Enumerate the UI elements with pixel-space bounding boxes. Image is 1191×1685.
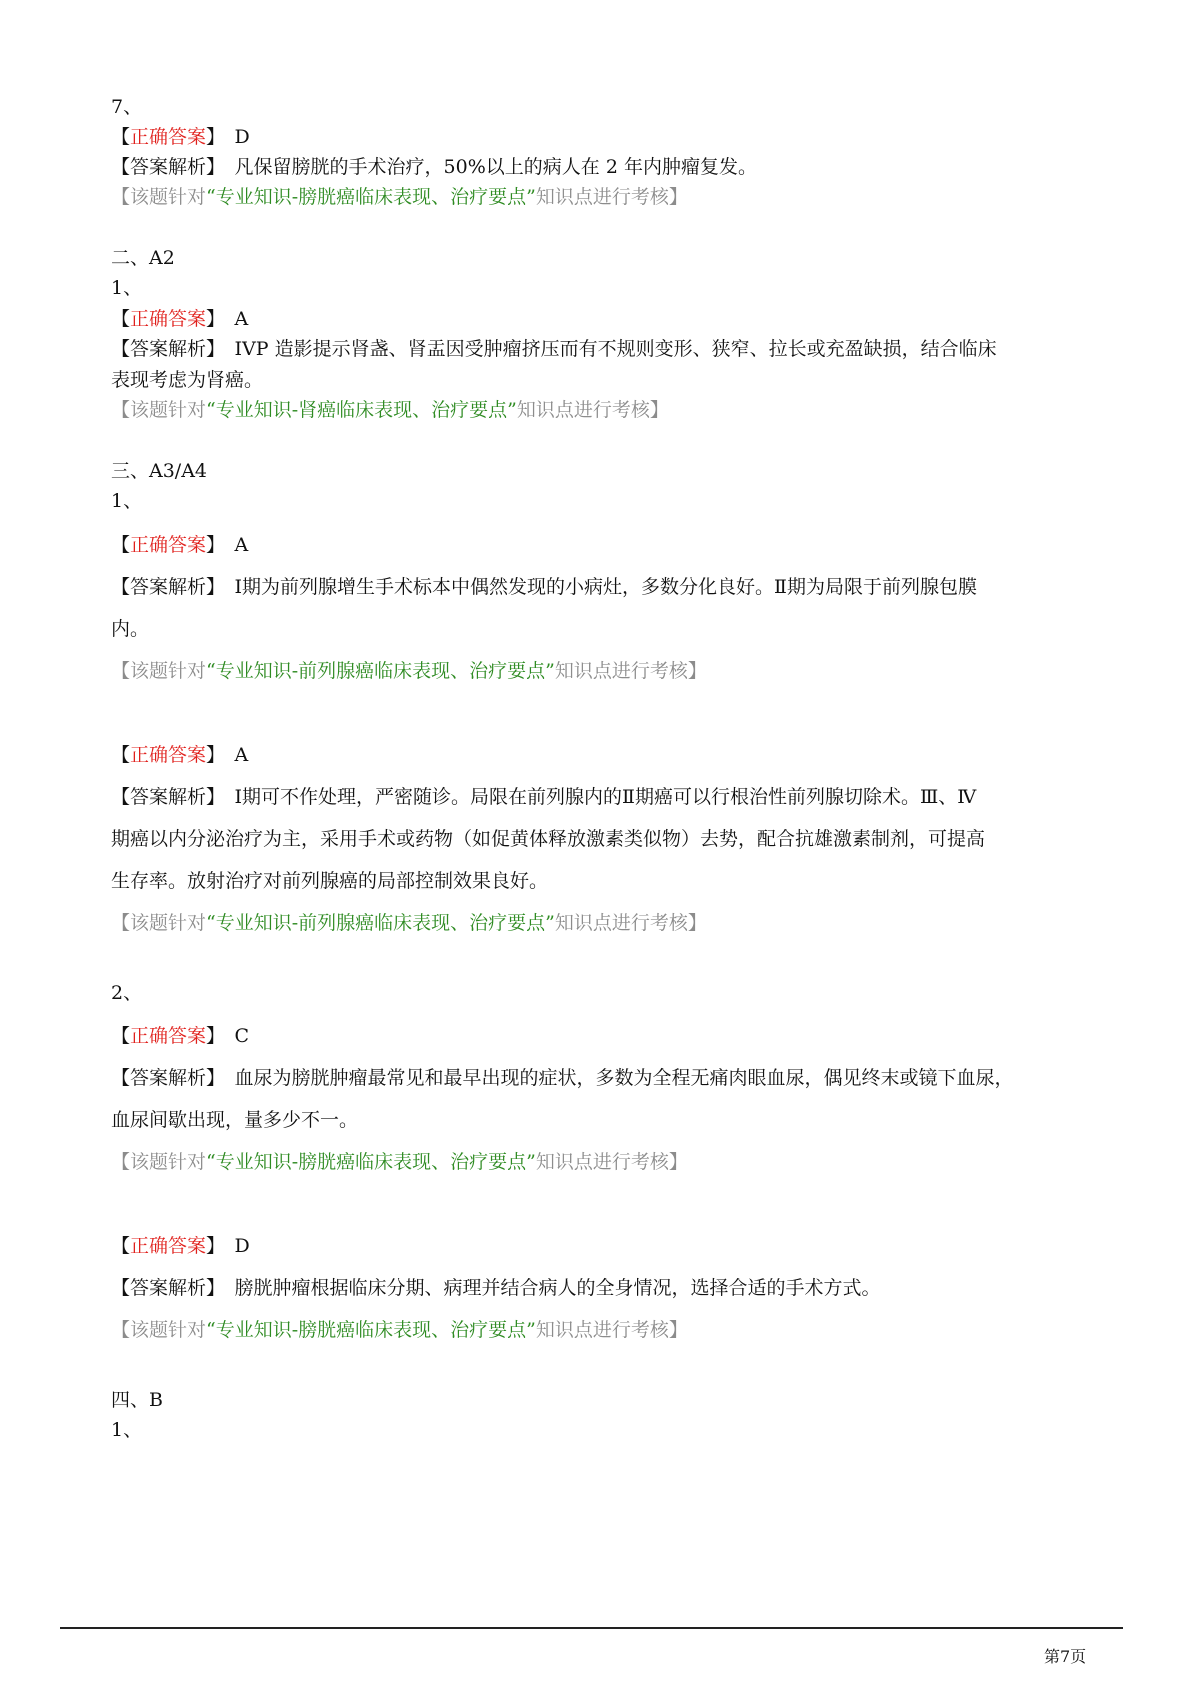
kp-prefix: 该题针对 bbox=[130, 1151, 207, 1173]
footer-rule bbox=[60, 1627, 1123, 1629]
answer-line: 【正确答案】 D bbox=[111, 1235, 250, 1257]
question-number: 1、 bbox=[111, 490, 143, 512]
knowledge-point: 【该题针对“专业知识-膀胱癌临床表现、治疗要点”知识点进行考核】 bbox=[111, 186, 688, 208]
answer-value: A bbox=[234, 744, 249, 766]
kp-topic: “专业知识-膀胱癌临床表现、治疗要点” bbox=[206, 186, 536, 208]
knowledge-point: 【该题针对“专业知识-膀胱癌临床表现、治疗要点”知识点进行考核】 bbox=[111, 1151, 688, 1173]
explanation-label: 答案解析 bbox=[130, 576, 207, 598]
page-number: 第7页 bbox=[1044, 1647, 1087, 1666]
explanation-continued: 血尿间歇出现，量多少不一。 bbox=[111, 1109, 359, 1131]
kp-prefix: 该题针对 bbox=[130, 912, 207, 934]
explanation-continued: 生存率。放射治疗对前列腺癌的局部控制效果良好。 bbox=[111, 870, 549, 892]
answer-line: 【正确答案】 A bbox=[111, 534, 249, 556]
explanation-text: 凡保留膀胱的手术治疗，50%以上的病人在 2 年内肿瘤复发。 bbox=[234, 156, 757, 178]
answer-label: 正确答案 bbox=[130, 1235, 207, 1257]
answer-label: 正确答案 bbox=[130, 744, 207, 766]
kp-suffix: 知识点进行考核 bbox=[535, 186, 669, 208]
explanation-label: 答案解析 bbox=[130, 338, 207, 360]
answer-value: A bbox=[234, 308, 249, 330]
kp-suffix: 知识点进行考核 bbox=[554, 912, 688, 934]
question-number: 7、 bbox=[111, 96, 143, 118]
question-number: 2、 bbox=[111, 982, 143, 1004]
explanation-text: IVP 造影提示肾盏、肾盂因受肿瘤挤压而有不规则变形、狭窄、拉长或充盈缺损，结合临床 bbox=[234, 338, 997, 360]
kp-prefix: 该题针对 bbox=[130, 1319, 207, 1341]
explanation-label: 答案解析 bbox=[130, 1277, 207, 1299]
explanation-line: 【答案解析】 血尿为膀胱肿瘤最常见和最早出现的症状，多数为全程无痛肉眼血尿，偶见终末或镜下血尿， bbox=[111, 1067, 1014, 1089]
kp-topic: “专业知识-前列腺癌临床表现、治疗要点” bbox=[206, 912, 555, 934]
explanation-line: 【答案解析】 Ⅰ期为前列腺增生手术标本中偶然发现的小病灶，多数分化良好。Ⅱ期为局限于前列腺包膜 bbox=[111, 576, 977, 598]
knowledge-point: 【该题针对“专业知识-肾癌临床表现、治疗要点”知识点进行考核】 bbox=[111, 399, 669, 421]
knowledge-point: 【该题针对“专业知识-前列腺癌临床表现、治疗要点”知识点进行考核】 bbox=[111, 912, 707, 934]
kp-suffix: 知识点进行考核 bbox=[516, 399, 650, 421]
section-title: 三、A3/A4 bbox=[111, 460, 208, 482]
answer-label: 正确答案 bbox=[130, 534, 207, 556]
kp-suffix: 知识点进行考核 bbox=[554, 660, 688, 682]
answer-line: 【正确答案】 A bbox=[111, 308, 249, 330]
kp-prefix: 该题针对 bbox=[130, 660, 207, 682]
explanation-line: 【答案解析】 IVP 造影提示肾盏、肾盂因受肿瘤挤压而有不规则变形、狭窄、拉长或充盈缺损，结合临床 bbox=[111, 338, 997, 360]
explanation-text: Ⅰ期为前列腺增生手术标本中偶然发现的小病灶，多数分化良好。Ⅱ期为局限于前列腺包膜 bbox=[234, 576, 977, 598]
explanation-line: 【答案解析】 膀胱肿瘤根据临床分期、病理并结合病人的全身情况，选择合适的手术方式。 bbox=[111, 1277, 881, 1299]
explanation-continued: 内。 bbox=[111, 618, 150, 640]
answer-value: C bbox=[234, 1025, 250, 1047]
explanation-line: 【答案解析】 凡保留膀胱的手术治疗，50%以上的病人在 2 年内肿瘤复发。 bbox=[111, 156, 757, 178]
kp-topic: “专业知识-前列腺癌临床表现、治疗要点” bbox=[206, 660, 555, 682]
kp-suffix: 知识点进行考核 bbox=[535, 1151, 669, 1173]
explanation-text: 膀胱肿瘤根据临床分期、病理并结合病人的全身情况，选择合适的手术方式。 bbox=[234, 1277, 881, 1299]
explanation-label: 答案解析 bbox=[130, 786, 207, 808]
answer-value: D bbox=[234, 126, 250, 148]
kp-prefix: 该题针对 bbox=[130, 186, 207, 208]
section-title: 二、A2 bbox=[111, 247, 175, 269]
knowledge-point: 【该题针对“专业知识-膀胱癌临床表现、治疗要点”知识点进行考核】 bbox=[111, 1319, 688, 1341]
question-number: 1、 bbox=[111, 277, 143, 299]
explanation-text: 血尿为膀胱肿瘤最常见和最早出现的症状，多数为全程无痛肉眼血尿，偶见终末或镜下血尿， bbox=[234, 1067, 1014, 1089]
kp-topic: “专业知识-膀胱癌临床表现、治疗要点” bbox=[206, 1319, 536, 1341]
answer-line: 【正确答案】 A bbox=[111, 744, 249, 766]
answer-value: D bbox=[234, 1235, 250, 1257]
explanation-text: Ⅰ期可不作处理，严密随诊。局限在前列腺内的Ⅱ期癌可以行根治性前列腺切除术。Ⅲ、Ⅳ bbox=[234, 786, 977, 808]
explanation-label: 答案解析 bbox=[130, 1067, 207, 1089]
answer-value: A bbox=[234, 534, 249, 556]
question-number: 1、 bbox=[111, 1419, 143, 1441]
explanation-line: 【答案解析】 Ⅰ期可不作处理，严密随诊。局限在前列腺内的Ⅱ期癌可以行根治性前列腺切除术。Ⅲ、Ⅳ bbox=[111, 786, 977, 808]
answer-line: 【正确答案】 C bbox=[111, 1025, 250, 1047]
kp-prefix: 该题针对 bbox=[130, 399, 207, 421]
explanation-continued: 期癌以内分泌治疗为主，采用手术或药物（如促黄体释放激素类似物）去势，配合抗雄激素制剂，可提高 bbox=[111, 828, 986, 850]
explanation-continued: 表现考虑为肾癌。 bbox=[111, 369, 264, 391]
knowledge-point: 【该题针对“专业知识-前列腺癌临床表现、治疗要点”知识点进行考核】 bbox=[111, 660, 707, 682]
answer-label: 正确答案 bbox=[130, 126, 207, 148]
kp-suffix: 知识点进行考核 bbox=[535, 1319, 669, 1341]
answer-label: 正确答案 bbox=[130, 1025, 207, 1047]
kp-topic: “专业知识-肾癌临床表现、治疗要点” bbox=[206, 399, 517, 421]
section-title: 四、B bbox=[111, 1389, 163, 1411]
kp-topic: “专业知识-膀胱癌临床表现、治疗要点” bbox=[206, 1151, 536, 1173]
answer-label: 正确答案 bbox=[130, 308, 207, 330]
answer-line: 【正确答案】 D bbox=[111, 126, 250, 148]
explanation-label: 答案解析 bbox=[130, 156, 207, 178]
